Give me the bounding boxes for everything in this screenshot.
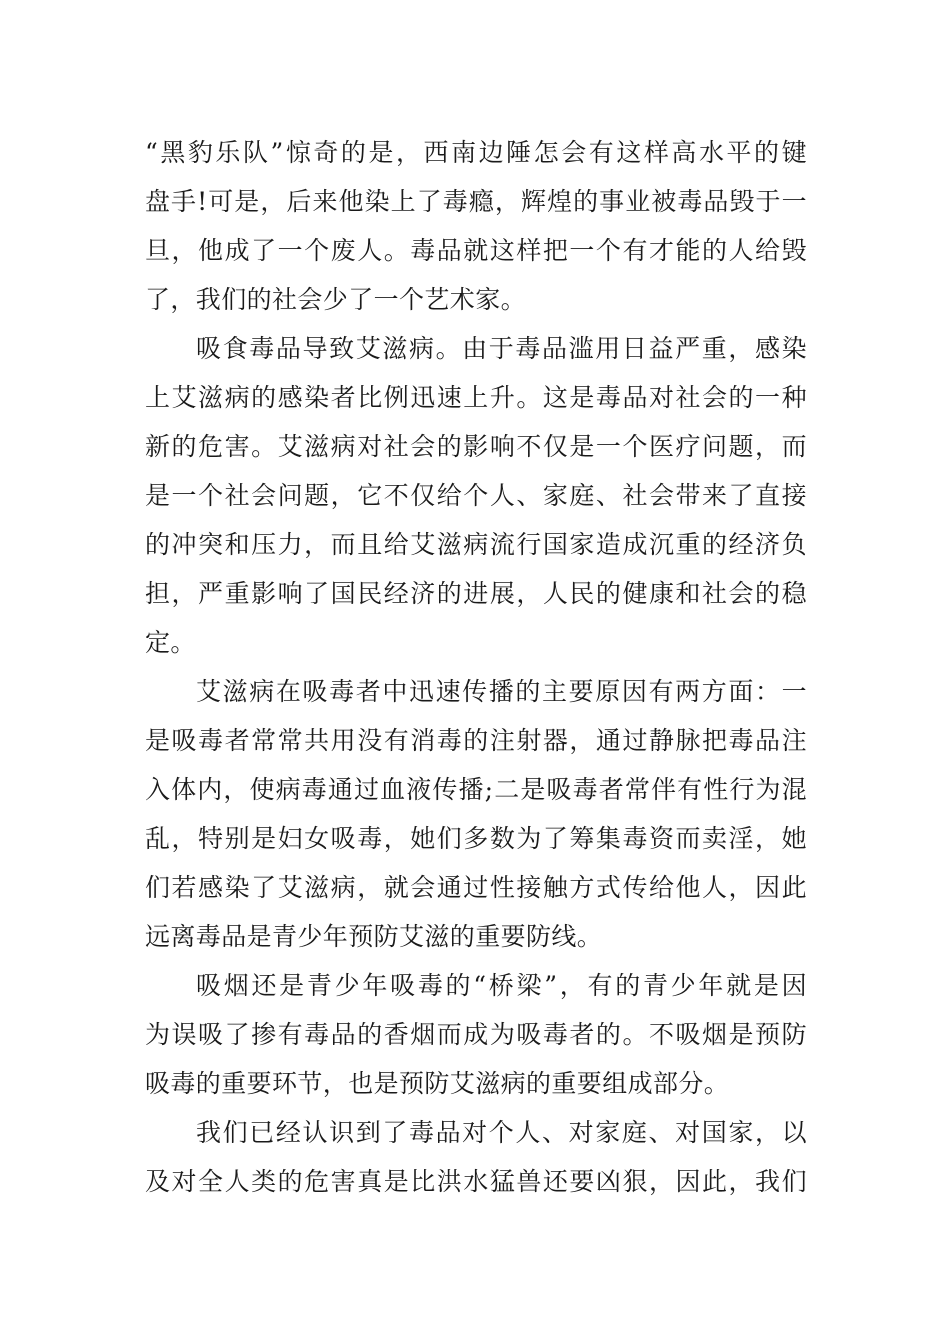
text-line: 吸毒的重要环节，也是预防艾滋病的重要组成部分。 (145, 1069, 730, 1098)
text-line: 为误吸了掺有毒品的香烟而成为吸毒者的。不吸烟是预防 (145, 1020, 807, 1049)
paragraph-2 (145, 324, 807, 667)
paragraph-1 (145, 128, 807, 324)
text-line: 远离毒品是青少年预防艾滋的重要防线。 (145, 922, 603, 951)
text-line: 新的危害。艾滋病对社会的影响不仅是一个医疗问题，而 (145, 432, 807, 461)
text-line: 们若感染了艾滋病，就会通过性接触方式传给他人，因此 (145, 873, 807, 902)
text-line: 吸食毒品导致艾滋病。由于毒品滥用日益严重，感染 (196, 334, 807, 363)
paragraph-4 (145, 961, 807, 1108)
text-line: 盘手!可是，后来他染上了毒瘾，辉煌的事业被毒品毁于一 (145, 187, 807, 216)
text-line: 担，严重影响了国民经济的进展，人民的健康和社会的稳 (145, 579, 807, 608)
text-line: 乱，特别是妇女吸毒，她们多数为了筹集毒资而卖淫，她 (145, 824, 807, 853)
paragraph-3 (145, 667, 807, 961)
text-line: “黑豹乐队”惊奇的是，西南边陲怎会有这样高水平的键 (145, 138, 807, 167)
text-line: 入体内，使病毒通过血液传播;二是吸毒者常伴有性行为混 (145, 775, 807, 804)
paragraph-5 (145, 1108, 807, 1206)
text-line: 我们已经认识到了毒品对个人、对家庭、对国家，以 (196, 1118, 807, 1147)
text-line: 吸烟还是青少年吸毒的“桥梁”，有的青少年就是因 (196, 971, 807, 1000)
text-line: 定。 (145, 628, 196, 657)
document-page (145, 128, 807, 1206)
text-line: 及对全人类的危害真是比洪水猛兽还要凶狠，因此，我们 (145, 1167, 807, 1196)
text-line: 是一个社会问题，它不仅给个人、家庭、社会带来了直接 (145, 481, 807, 510)
text-line: 上艾滋病的感染者比例迅速上升。这是毒品对社会的一种 (145, 383, 807, 412)
text-line: 是吸毒者常常共用没有消毒的注射器，通过静脉把毒品注 (145, 726, 807, 755)
text-line: 旦，他成了一个废人。毒品就这样把一个有才能的人给毁 (145, 236, 807, 265)
text-line: 艾滋病在吸毒者中迅速传播的主要原因有两方面：一 (196, 677, 807, 706)
text-line: 的冲突和压力，而且给艾滋病流行国家造成沉重的经济负 (145, 530, 807, 559)
text-line: 了，我们的社会少了一个艺术家。 (145, 285, 527, 314)
